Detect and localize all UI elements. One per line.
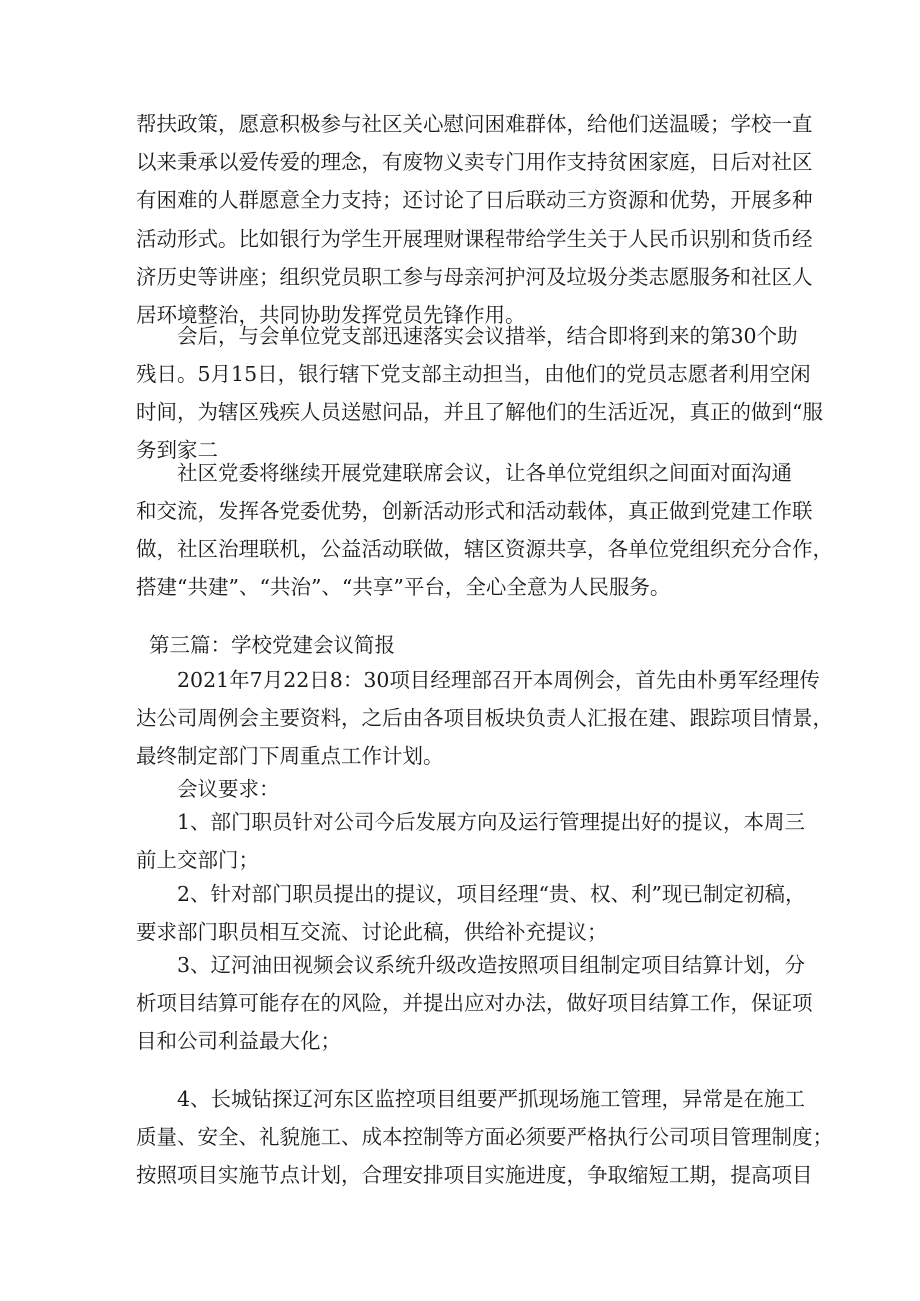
list-item-continuation: 质量、安全、礼貌施工、成本控制等方面必须要严格执行公司项目管理制度； <box>136 1125 833 1149</box>
paragraph-line: 时间，为辖区残疾人员送慰问品，并且了解他们的生活近况，真正的做到“服 <box>136 400 823 424</box>
paragraph-line: 有困难的人群愿意全力支持；还讨论了日后联动三方资源和优势，开展多种 <box>136 188 813 212</box>
list-item-continuation: 析项目结算可能存在的风险，并提出应对办法，做好项目结算工作，保证项 <box>136 991 813 1015</box>
paragraph-line: 务到家二 <box>136 438 218 462</box>
list-item-continuation: 目和公司利益最大化； <box>136 1029 341 1053</box>
paragraph-line: 最终制定部门下周重点工作计划。 <box>136 744 444 768</box>
paragraph-line: 达公司周例会主要资料，之后由各项目板块负责人汇报在建、跟踪项目情景， <box>136 706 833 730</box>
paragraph-line: 做，社区治理联机，公益活动联做，辖区资源共享，各单位党组织充分合作， <box>136 537 833 561</box>
paragraph-line: 搭建“共建”、“共治”、“共享”平台，全心全意为人民服务。 <box>136 575 671 599</box>
paragraph-line: 会议要求： <box>177 777 280 801</box>
paragraph-line: 社区党委将继续开展党建联席会议，让各单位党组织之间面对面沟通 <box>177 461 792 485</box>
list-item-continuation: 前上交部门； <box>136 848 259 872</box>
paragraph-line: 济历史等讲座；组织党员职工参与母亲河护河及垃圾分类志愿服务和社区人 <box>136 265 813 289</box>
paragraph-line: 帮扶政策，愿意积极参与社区关心慰问困难群体，给他们送温暖；学校一直 <box>136 112 813 136</box>
list-item: 1、部门职员针对公司今后发展方向及运行管理提出好的提议，本周三 <box>177 810 806 834</box>
list-item: 4、长城钻探辽河东区监控项目组要严抓现场施工管理，异常是在施工 <box>177 1087 806 1111</box>
list-item-continuation: 按照项目实施节点计划，合理安排项目实施进度，争取缩短工期，提高项目 <box>136 1163 813 1187</box>
section-heading: 第三篇：学校党建会议简报 <box>149 633 395 657</box>
paragraph-line: 活动形式。比如银行为学生开展理财课程带给学生关于人民币识别和货币经 <box>136 227 813 251</box>
paragraph-line: 居环境整治，共同协助发挥党员先锋作用。 <box>136 303 526 327</box>
paragraph-line: 和交流，发挥各党委优势，创新活动形式和活动载体，真正做到党建工作联 <box>136 499 813 523</box>
list-item: 3、辽河油田视频会议系统升级改造按照项目组制定项目结算计划，分 <box>177 953 806 977</box>
paragraph-line: 以来秉承以爱传爱的理念，有废物义卖专门用作支持贫困家庭，日后对社区 <box>136 150 813 174</box>
list-item-continuation: 要求部门职员相互交流、讨论此稿，供给补充提议； <box>136 920 608 944</box>
paragraph-line: 残日。5月15日，银行辖下党支部主动担当，由他们的党员志愿者利用空闲 <box>136 362 811 386</box>
list-item: 2、针对部门职员提出的提议，项目经理“贵、权、利”现已制定初稿， <box>177 882 806 906</box>
paragraph-line: 2021年7月22日8：30项目经理部召开本周例会，首先由朴勇军经理传 <box>177 668 820 692</box>
paragraph-line: 会后，与会单位党支部迅速落实会议措举，结合即将到来的第30个助 <box>177 324 798 348</box>
